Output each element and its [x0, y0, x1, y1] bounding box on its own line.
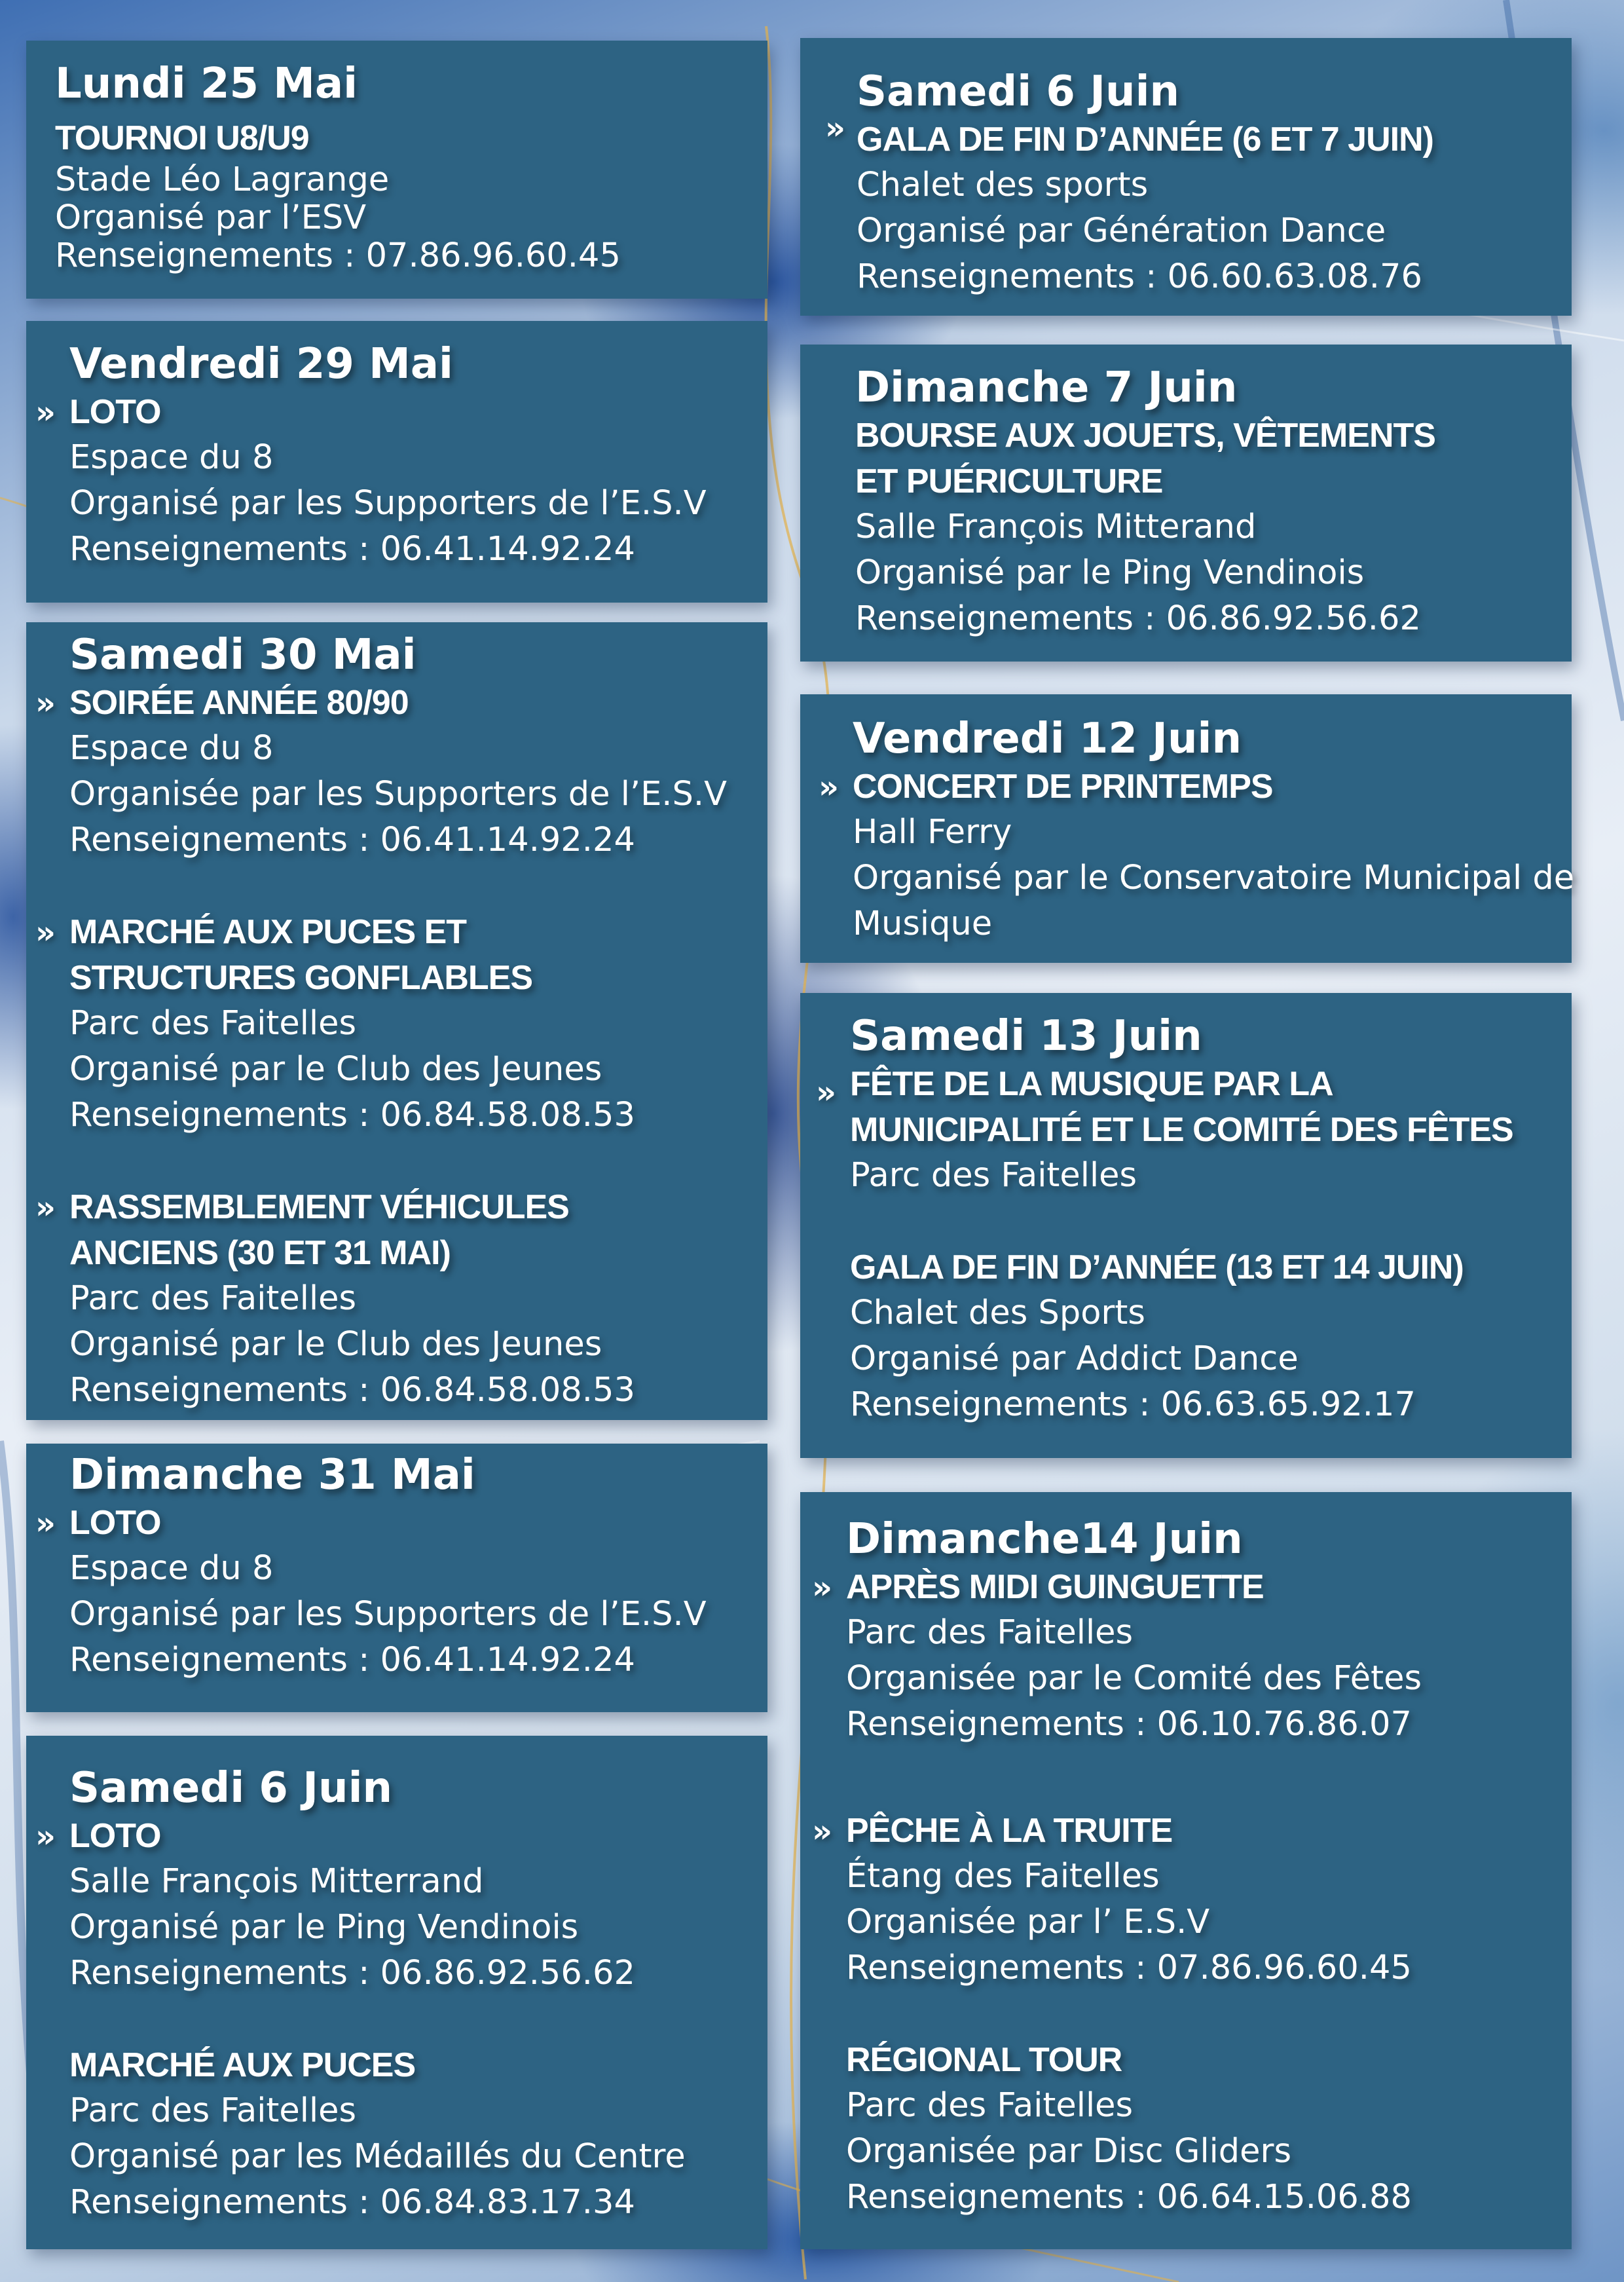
event-organizer: Organisé par les Supporters de l’E.S.V	[69, 484, 707, 523]
day-heading: Dimanche14 Juin	[846, 1515, 1243, 1563]
event-card-samedi-6-juin-left	[26, 1736, 767, 2249]
event-venue: Parc des Faitelles	[69, 1279, 357, 1318]
chevron-right-icon: »	[819, 769, 840, 806]
event-title: MARCHÉ AUX PUCES	[69, 2046, 416, 2084]
event-venue: Salle François Mitterrand	[69, 1862, 484, 1901]
event-card-samedi-6-juin-right	[800, 38, 1572, 316]
event-organizer: Organisé par le Club des Jeunes	[69, 1325, 602, 1364]
event-venue: Parc des Faitelles	[69, 2091, 357, 2130]
event-item	[855, 413, 1572, 642]
day-heading: Vendredi 12 Juin	[853, 715, 1242, 763]
event-title: APRÈS MIDI GUINGUETTE	[846, 1568, 1264, 1606]
event-title: TOURNOI U8/U9	[55, 119, 309, 157]
event-item	[35, 389, 767, 572]
event-contact: Renseignements : 06.60.63.08.76	[857, 257, 1422, 296]
event-card-lundi-25-mai	[26, 41, 767, 299]
event-item	[850, 1244, 1572, 1428]
event-title: CONCERT DE PRINTEMPS	[853, 768, 1273, 806]
event-organizer: Organisé par le Club des Jeunes	[69, 1050, 602, 1089]
chevron-right-icon: »	[35, 685, 56, 722]
event-organizer: Organisé par le Conservatoire Municipal de	[853, 859, 1575, 897]
chevron-right-icon: »	[35, 394, 56, 431]
event-card-dimanche-31-mai	[26, 1444, 767, 1712]
event-item	[35, 1813, 767, 1996]
event-venue: Espace du 8	[69, 1549, 274, 1588]
event-contact: Renseignements : 06.84.58.08.53	[69, 1096, 635, 1134]
day-heading: Samedi 30 Mai	[69, 631, 416, 679]
day-heading: Dimanche 31 Mai	[69, 1451, 475, 1499]
day-heading: Vendredi 29 Mai	[69, 340, 453, 388]
event-item	[35, 1184, 767, 1413]
event-title: GALA DE FIN D’ANNÉE (13 ET 14 JUIN)	[850, 1248, 1464, 1286]
event-item	[55, 115, 767, 275]
event-item	[825, 110, 1572, 300]
event-venue: Salle François Mitterand	[855, 508, 1257, 546]
event-organizer: Organisé par Addict Dance	[850, 1339, 1299, 1378]
event-item	[35, 680, 767, 863]
event-organizer: Organisé par Génération Dance	[857, 212, 1386, 250]
event-organizer: Organisée par le Comité des Fêtes	[846, 1659, 1422, 1698]
day-heading: Lundi 25 Mai	[55, 60, 358, 108]
event-contact: Renseignements : 06.64.15.06.88	[846, 2178, 1412, 2217]
event-item	[846, 2037, 1572, 2220]
chevron-right-icon: »	[35, 914, 56, 951]
event-venue: Parc des Faitelles	[850, 1156, 1137, 1195]
event-organizer: Organisé par le Ping Vendinois	[69, 1908, 579, 1947]
chevron-right-icon: »	[816, 1074, 837, 1111]
event-title: RASSEMBLEMENT VÉHICULES ANCIENS (30 ET 31 MAI)	[69, 1188, 569, 1272]
event-title: BOURSE AUX JOUETS, VÊTEMENTS ET PUÉRICULTURE	[855, 417, 1435, 500]
day-heading: Dimanche 7 Juin	[855, 364, 1238, 412]
event-card-vendredi-12-juin	[800, 694, 1575, 963]
event-venue: Étang des Faitelles	[846, 1857, 1160, 1896]
event-item	[819, 764, 1575, 947]
event-organizer: Organisé par les Supporters de l’E.S.V	[69, 1595, 707, 1634]
event-title: LOTO	[69, 393, 161, 431]
day-heading: Samedi 13 Juin	[850, 1012, 1202, 1060]
event-contact: Renseignements : 06.84.83.17.34	[69, 2183, 635, 2222]
event-card-samedi-30-mai	[26, 622, 767, 1420]
day-heading: Samedi 6 Juin	[69, 1764, 393, 1812]
event-venue: Hall Ferry	[853, 813, 1012, 851]
event-venue: Parc des Faitelles	[69, 1004, 357, 1043]
chevron-right-icon: »	[35, 1189, 56, 1226]
event-venue: Espace du 8	[69, 438, 274, 477]
event-title: LOTO	[69, 1817, 161, 1855]
chevron-right-icon: »	[35, 1818, 56, 1855]
event-venue: Chalet des sports	[857, 166, 1149, 204]
event-title: SOIRÉE ANNÉE 80/90	[69, 684, 409, 722]
event-contact: Renseignements : 06.41.14.92.24	[69, 821, 635, 859]
event-organizer: Organisé par le Ping Vendinois	[855, 553, 1365, 592]
event-organizer: Organisé par les Médaillés du Centre	[69, 2137, 686, 2176]
event-organizer: Organisée par l’ E.S.V	[846, 1903, 1210, 1941]
event-card-dimanche-7-juin	[800, 345, 1572, 662]
event-title: RÉGIONAL TOUR	[846, 2041, 1122, 2079]
event-contact: Renseignements : 06.86.92.56.62	[855, 599, 1421, 638]
event-card-vendredi-29-mai	[26, 321, 767, 603]
event-contact: Renseignements : 07.86.96.60.45	[55, 236, 621, 275]
event-title: LOTO	[69, 1504, 161, 1542]
event-venue: Parc des Faitelles	[846, 1613, 1134, 1652]
event-card-samedi-13-juin	[800, 993, 1572, 1458]
event-organizer: Organisé par l’ESV	[55, 198, 367, 237]
event-contact: Renseignements : 06.41.14.92.24	[69, 1641, 635, 1679]
event-venue: Espace du 8	[69, 729, 274, 768]
event-contact: Renseignements : 06.41.14.92.24	[69, 530, 635, 569]
event-item	[35, 1500, 767, 1683]
chevron-right-icon: »	[35, 1505, 56, 1542]
event-title: GALA DE FIN D’ANNÉE (6 ET 7 JUIN)	[857, 121, 1433, 159]
chevron-right-icon: »	[812, 1813, 833, 1850]
event-contact: Renseignements : 06.84.58.08.53	[69, 1371, 635, 1410]
event-contact: Renseignements : 06.86.92.56.62	[69, 1954, 635, 1992]
chevron-right-icon: »	[812, 1569, 833, 1606]
event-venue: Stade Léo Lagrange	[55, 160, 390, 199]
event-item	[69, 2042, 767, 2226]
event-venue: Chalet des Sports	[850, 1294, 1145, 1332]
event-item	[35, 909, 767, 1138]
event-organizer-cont: Musique	[853, 905, 993, 943]
event-item	[812, 1564, 1572, 1748]
chevron-right-icon: »	[825, 110, 846, 147]
event-title: PÊCHE À LA TRUITE	[846, 1812, 1173, 1850]
event-organizer: Organisée par les Supporters de l’E.S.V	[69, 775, 727, 814]
event-title: MARCHÉ AUX PUCES ET STRUCTURES GONFLABLES	[69, 913, 532, 997]
event-venue: Parc des Faitelles	[846, 2086, 1134, 2125]
event-contact: Renseignements : 06.63.65.92.17	[850, 1385, 1416, 1424]
event-organizer: Organisée par Disc Gliders	[846, 2132, 1292, 2171]
day-heading: Samedi 6 Juin	[857, 67, 1180, 116]
event-item	[816, 1061, 1572, 1199]
event-item	[812, 1808, 1572, 1991]
event-title: FÊTE DE LA MUSIQUE PAR LA MUNICIPALITÉ ET LE COMITÉ DES FÊTES	[850, 1065, 1513, 1149]
event-card-dimanche-14-juin	[800, 1492, 1572, 2249]
event-contact: Renseignements : 06.10.76.86.07	[846, 1705, 1412, 1744]
event-contact: Renseignements : 07.86.96.60.45	[846, 1949, 1412, 1987]
